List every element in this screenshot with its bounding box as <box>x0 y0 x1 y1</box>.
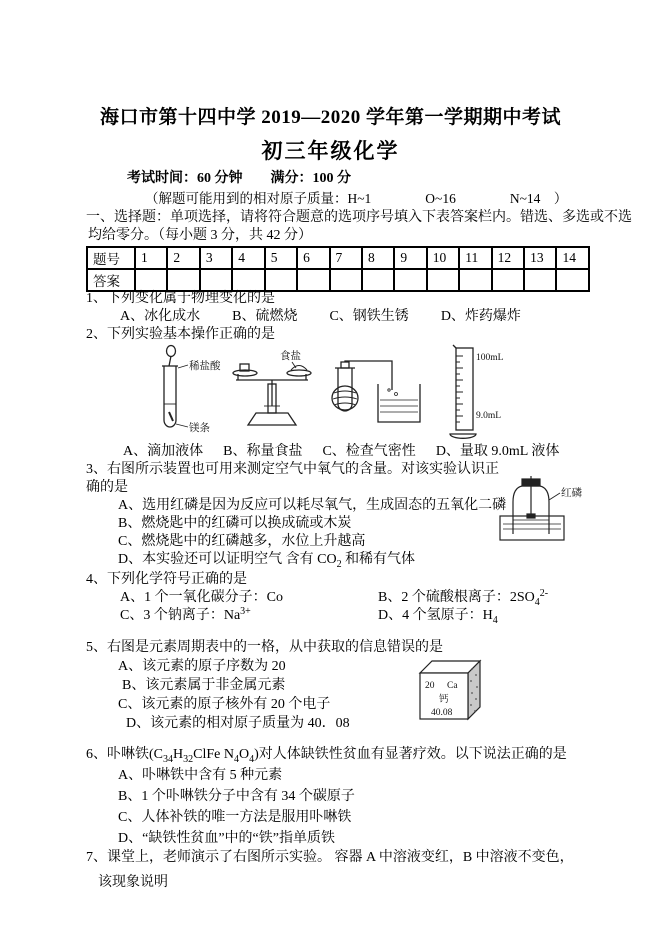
q7-stem-line2: 该现象说明 <box>98 875 168 890</box>
q4-option-a: A、1 个一氧化碳分子：Co <box>120 590 283 605</box>
figure-graduated-cylinder <box>446 342 510 442</box>
question-number-cell: 12 <box>492 247 524 269</box>
question-number-cell: 4 <box>232 247 264 269</box>
cylinder-100ml-label: 100mL <box>476 353 504 363</box>
q4-option-c: C、3 个钠离子：$Na^{3+}$ <box>120 606 251 623</box>
answer-cell <box>297 269 329 291</box>
question-number-cell: 2 <box>167 247 199 269</box>
question-6 <box>86 744 567 849</box>
sodium-charge: 3+ <box>240 606 251 617</box>
figure-airtightness-check <box>328 360 424 426</box>
question-5 <box>86 638 443 733</box>
sulfate-subscript: 4 <box>534 597 540 608</box>
question-number-cell: 6 <box>297 247 329 269</box>
formula-subscript: 4 <box>249 754 255 765</box>
answer-table-header: 题号 <box>87 247 135 269</box>
q3-option-b: B、燃烧匙中的红磷可以换成硫或木炭 <box>118 516 352 531</box>
section-intro-line1: 一、选择题：单项选择，请将符合题意的选项序号填入下表答案栏内。错选、多选或不选 <box>86 210 632 225</box>
q2-option-d: D、量取 9.0mL 液体 <box>435 444 560 459</box>
magnesium-strip-label: 镁条 <box>189 423 210 434</box>
answer-row-header: 答案 <box>87 269 135 291</box>
answer-cell <box>265 269 297 291</box>
answer-cell <box>330 269 362 291</box>
formula-subscript: 4 <box>233 754 239 765</box>
page-title: 海口市第十四中学 2019—2020 学年第一学期期中考试 <box>99 107 561 128</box>
answer-cell <box>200 269 232 291</box>
q4-options <box>120 589 548 625</box>
question-number-cell: 7 <box>330 247 362 269</box>
element-name: 钙 <box>439 695 449 705</box>
cylinder-9ml-label: 9.0mL <box>476 411 502 421</box>
q3-stem-line2: 确的是 <box>86 480 128 495</box>
element-symbol: Ca <box>447 681 458 691</box>
question-number-cell: 9 <box>394 247 426 269</box>
q1-option-d: D、炸药爆炸 <box>440 309 521 324</box>
q2-option-c: C、检查气密性 <box>322 444 416 459</box>
answer-cell <box>427 269 459 291</box>
q3-option-d: D、本实验还可以证明空气 含有 $CO_2$ 和稀有气体 <box>118 552 416 570</box>
co2-subscript: 2 <box>336 559 342 570</box>
question-3 <box>86 461 506 569</box>
atomic-number: 20 <box>425 681 435 691</box>
hydrogen-subscript: 4 <box>492 615 498 626</box>
q5-option-d: D、该元素的相对原子质量为 40．08 <box>126 716 350 731</box>
question-7 <box>86 849 574 892</box>
q6-stem: 6、卟啉铁($C_{34}H_{32}ClFe$ $N_4O_4$)对人体缺铁性贫血有显著疗效。以下说法正确的是 <box>86 747 567 765</box>
question-number-cell: 1 <box>135 247 167 269</box>
q3-stem-line1: 3、右图所示装置也可用来测定空气中氧气的含量。对该实验认识正 <box>86 462 499 477</box>
answer-cell <box>492 269 524 291</box>
dilute-hcl-label: 稀盐酸 <box>189 361 221 372</box>
q3-option-c: C、燃烧匙中的红磷越多，水位上升越高 <box>118 534 366 549</box>
q6-option-a: A、卟啉铁中含有 5 种元素 <box>118 768 283 783</box>
q1-options <box>120 308 521 326</box>
q6-option-d: D、“缺铁性贫血”中的“铁”指单质铁 <box>118 831 335 846</box>
q5-option-a: A、该元素的原子序数为 20 <box>118 659 286 674</box>
exam-time-label: 考试时间：60 分钟 <box>127 171 243 186</box>
question-number-cell: 10 <box>427 247 459 269</box>
sulfate-charge: 2- <box>539 588 549 599</box>
q4-option-b: B、2 个硫酸根离子：$2SO_4^{2-}$ <box>378 588 549 608</box>
full-score-label: 满分：100 分 <box>270 171 351 186</box>
answer-cell <box>394 269 426 291</box>
q4-option-d: D、4 个氢原子：$H_4$ <box>378 608 498 626</box>
q1-option-c: C、钢铁生锈 <box>329 309 409 324</box>
atomic-mass: 40.08 <box>431 708 453 718</box>
question-number-cell: 14 <box>556 247 589 269</box>
q2-option-b: B、称量食盐 <box>223 444 303 459</box>
answer-cell <box>232 269 264 291</box>
figure-periodic-table-cell <box>418 659 492 725</box>
q5-option-b: B、该元素属于非金属元素 <box>122 678 286 693</box>
q2-stem: 2、下列实验基本操作正确的是 <box>86 327 275 342</box>
answer-table <box>86 246 590 292</box>
question-number-cell: 3 <box>200 247 232 269</box>
answer-cell <box>135 269 167 291</box>
question-number-cell: 8 <box>362 247 394 269</box>
answer-table-answer-row <box>87 269 589 291</box>
q2-options <box>123 443 559 461</box>
figure-balance <box>230 348 312 428</box>
answer-cell <box>167 269 199 291</box>
salt-label: 食盐 <box>280 351 301 362</box>
q5-stem: 5、右图是元素周期表中的一格，从中获取的信息错误的是 <box>86 640 443 655</box>
atomic-mass-note: （解题可能用到的相对原子质量：H~1 O~16 N~14 ） <box>145 191 568 206</box>
formula-subscript: 34 <box>163 754 173 765</box>
answer-cell <box>556 269 589 291</box>
q5-option-c: C、该元素的原子核外有 20 个电子 <box>118 697 331 712</box>
q3-option-a: A、选用红磷是因为反应可以耗尽氧气，生成固态的五氧化二磷 <box>118 498 507 513</box>
question-number-cell: 13 <box>524 247 556 269</box>
answer-cell <box>362 269 394 291</box>
q2-option-a: A、滴加液体 <box>123 444 204 459</box>
q7-stem-line1: 7、课堂上，老师演示了右图所示实验。 容器 A 中溶液变红，B 中溶液不变色， <box>86 850 574 865</box>
q6-option-c: C、人体补铁的唯一方法是服用卟啉铁 <box>118 810 352 825</box>
q1-stem: 1、下列变化属于物理变化的是 <box>86 291 275 306</box>
formula-subscript: 32 <box>183 754 194 765</box>
q6-option-b: B、1 个卟啉铁分子中含有 34 个碳原子 <box>118 789 355 804</box>
q4-stem: 4、下列化学符号正确的是 <box>86 572 247 587</box>
section-intro-line2: 均给零分。（每小题 3 分，共 42 分） <box>88 228 312 243</box>
red-phosphorus-label: 红磷 <box>561 488 582 499</box>
page-subtitle: 初三年级化学 <box>261 139 400 163</box>
question-number-cell: 5 <box>265 247 297 269</box>
answer-cell <box>524 269 556 291</box>
exam-info-line <box>127 170 351 188</box>
answer-table-number-row <box>87 247 589 269</box>
question-number-cell: 11 <box>459 247 491 269</box>
q1-option-a: A、冰化成水 <box>120 309 201 324</box>
figure-dropper-test-tube <box>150 344 228 440</box>
figure-red-phosphorus-apparatus <box>498 474 594 546</box>
q1-option-b: B、硫燃烧 <box>232 309 298 324</box>
answer-cell <box>459 269 491 291</box>
